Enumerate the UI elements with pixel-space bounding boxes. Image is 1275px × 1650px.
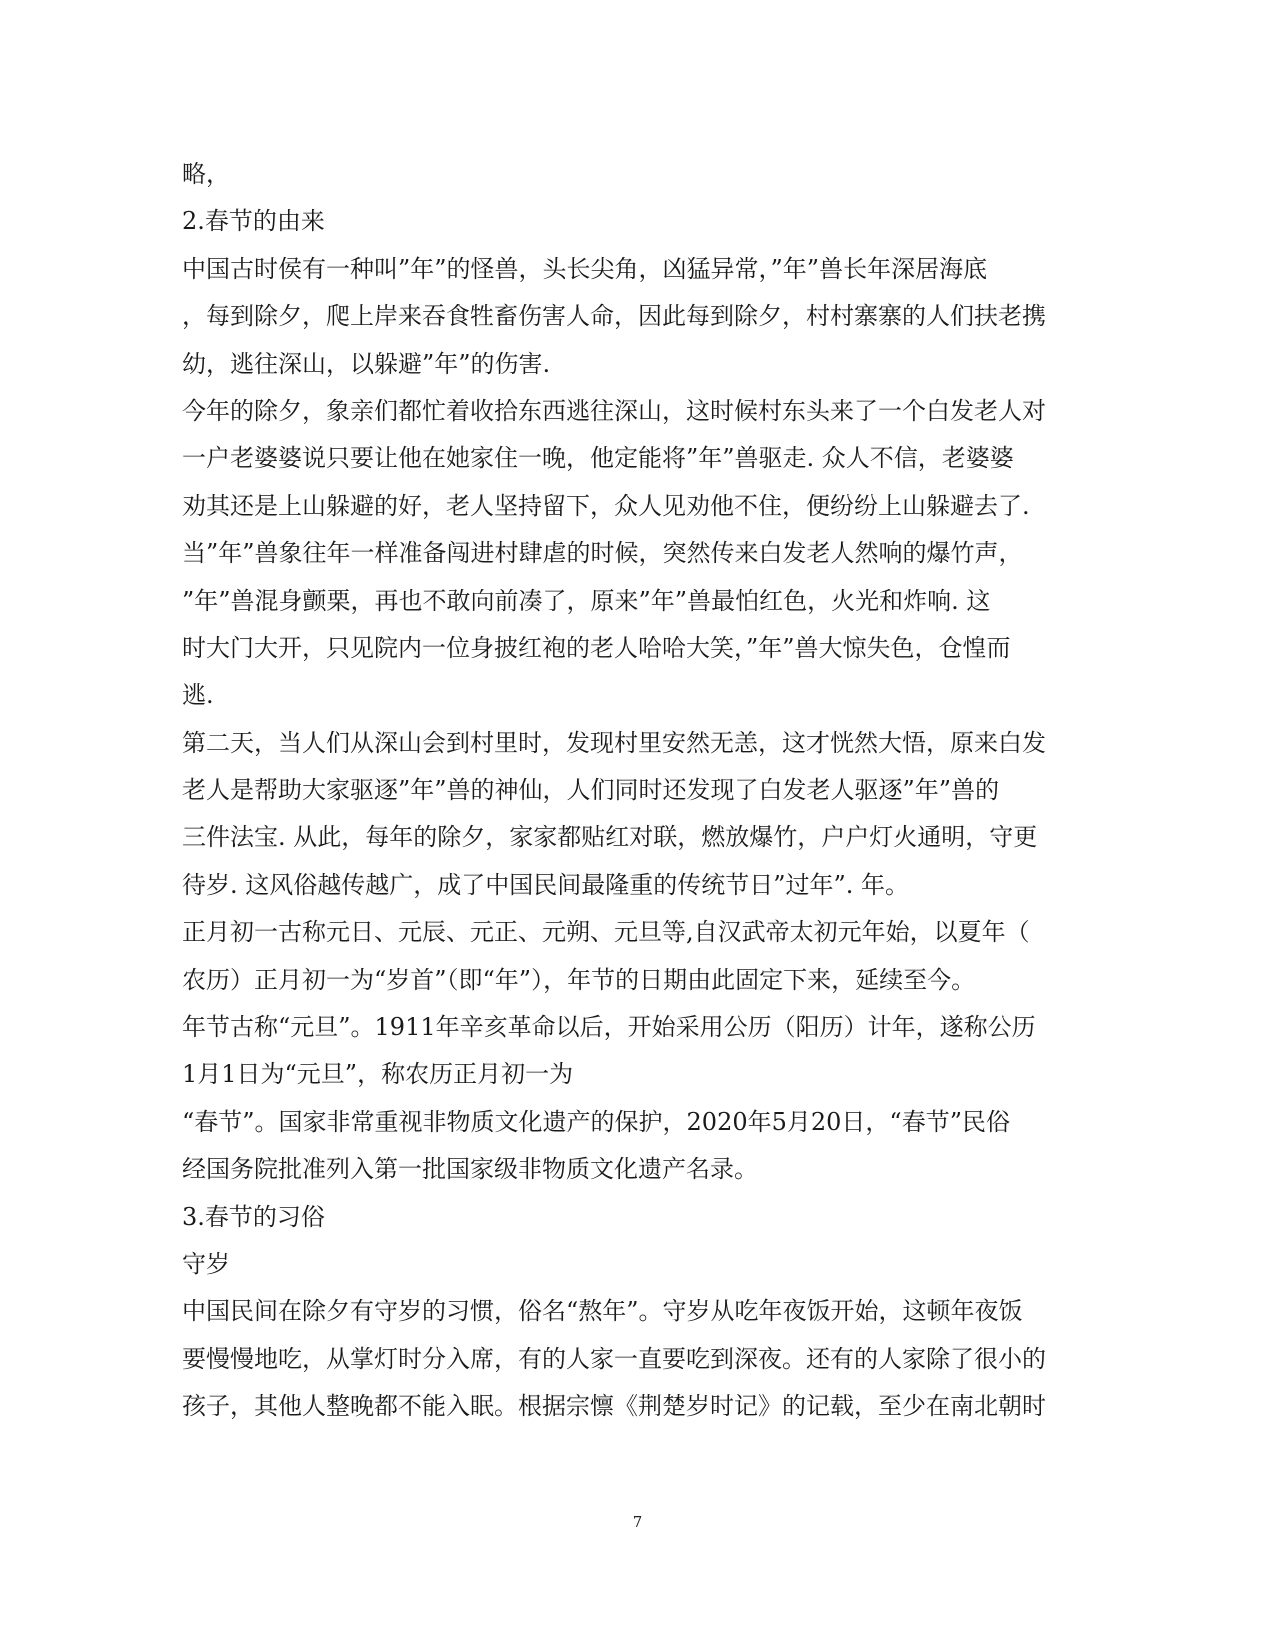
text-line: 逃. (182, 681, 214, 710)
text-line: “春节”。国家非常重视非物质文化遗产的保护，2020年5月20日，“春节”民俗 (182, 1107, 1010, 1136)
document-body (182, 151, 1087, 1431)
text-line: 一户老婆婆说只要让他在她家住一晚，他定能将”年”兽驱走. 众人不信，老婆婆 (182, 444, 1014, 473)
text-line: 略， (182, 160, 230, 188)
text-line: 中国古时侯有一种叫”年”的怪兽，头长尖角，凶猛异常，”年”兽长年深居海底 (182, 254, 988, 283)
text-line: 待岁. 这风俗越传越广，成了中国民间最隆重的传统节日”过年”. 年。 (182, 870, 910, 899)
page-number: 7 (632, 1513, 643, 1531)
text-line: 劝其还是上山躲避的好，老人坚持留下，众人见劝他不住，便纷纷上山躲避去了. (182, 491, 1030, 520)
text-line: 1月1日为“元旦”，称农历正月初一为 (182, 1060, 574, 1089)
text-line: 当”年”兽象往年一样准备闯进村肆虐的时候，突然传来白发老人然响的爆竹声， (182, 539, 1023, 568)
subsection-heading: 守岁 (182, 1249, 230, 1278)
text-line: ，每到除夕，爬上岸来吞食牲畜伤害人命，因此每到除夕，村村寨寨的人们扶老携 (182, 302, 1046, 331)
text-line: 农历）正月初一为“岁首”（即“年”），年节的日期由此固定下来，延续至今。 (182, 965, 976, 994)
text-line: 幼，逃往深山，以躲避”年”的伤害. (182, 349, 551, 378)
text-line: 要慢慢地吃，从掌灯时分入席，有的人家一直要吃到深夜。还有的人家除了很小的 (182, 1344, 1046, 1373)
text-line: 第二天，当人们从深山会到村里时，发现村里安然无恙，这才恍然大悟，原来白发 (182, 728, 1046, 757)
text-line: 中国民间在除夕有守岁的习惯，俗名“熬年”。守岁从吃年夜饭开始，这顿年夜饭 (182, 1297, 1023, 1326)
text-line: 老人是帮助大家驱逐”年”兽的神仙，人们同时还发现了白发老人驱逐”年”兽的 (182, 776, 1000, 805)
text-line: 正月初一古称元日、元辰、元正、元朔、元旦等,自汉武帝太初元年始，以夏年（ (182, 918, 1030, 947)
text-line: 经国务院批准列入第一批国家级非物质文化遗产名录。 (182, 1155, 758, 1184)
text-line: 孩子，其他人整晚都不能入眠。根据宗懔《荆楚岁时记》的记载，至少在南北朝时 (182, 1392, 1046, 1421)
text-line: 年节古称“元旦”。1911年辛亥革命以后，开始采用公历（阳历）计年，遂称公历 (182, 1013, 1036, 1042)
section-heading: 3.春节的习俗 (182, 1202, 325, 1231)
text-line: ”年”兽混身颤栗，再也不敢向前凑了，原来”年”兽最怕红色，火光和炸响. 这 (182, 586, 991, 615)
text-line: 今年的除夕，象亲们都忙着收拾东西逃往深山，这时候村东头来了一个白发老人对 (182, 396, 1046, 425)
text-line: 时大门大开，只见院内一位身披红袍的老人哈哈大笑，”年”兽大惊失色，仓惶而 (182, 633, 1011, 662)
section-heading: 2.春节的由来 (182, 207, 325, 236)
text-line: 三件法宝. 从此，每年的除夕，家家都贴红对联，燃放爆竹，户户灯火通明，守更 (182, 823, 1038, 852)
